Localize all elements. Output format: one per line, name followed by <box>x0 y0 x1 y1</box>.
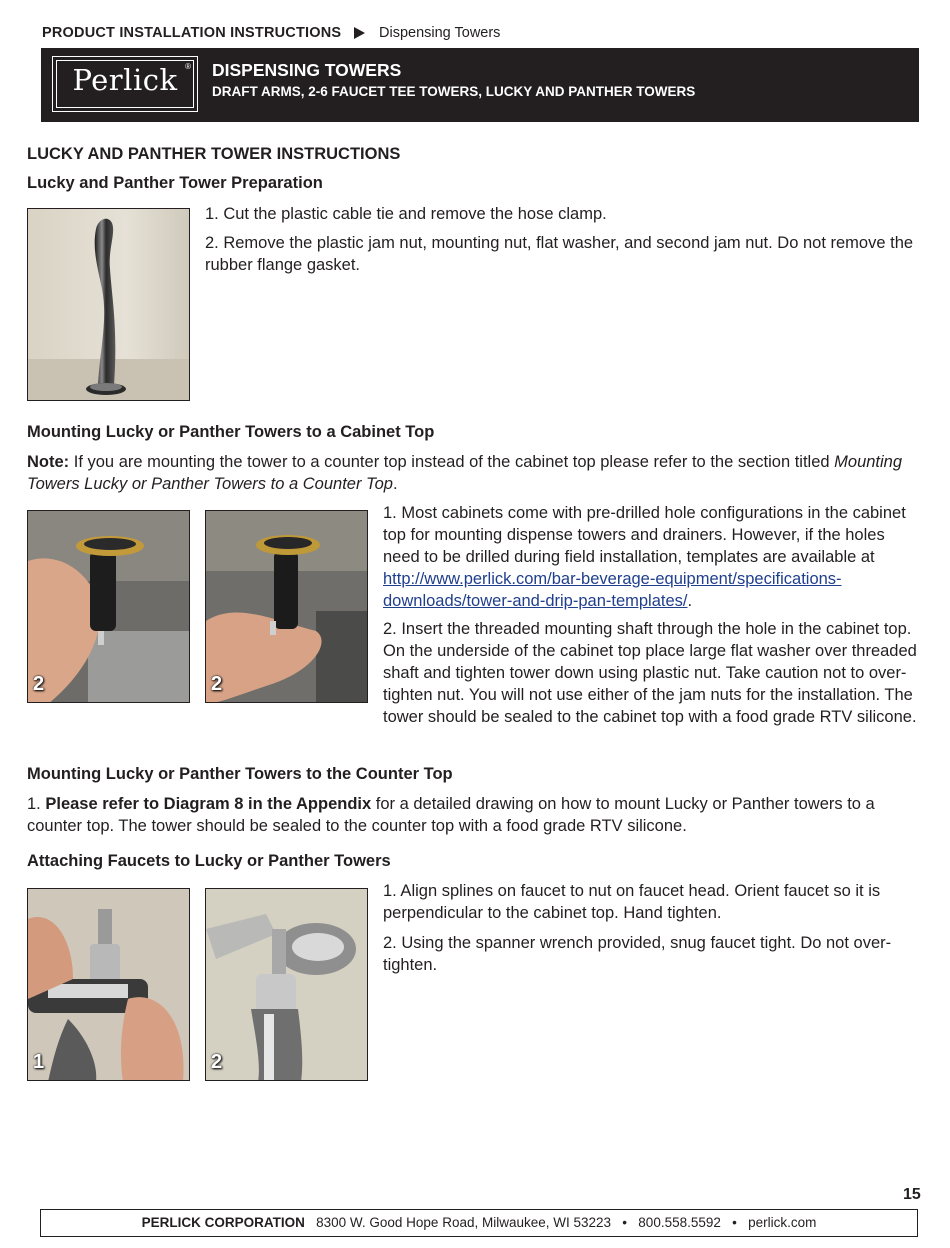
registered-mark: ® <box>185 62 191 71</box>
title-banner <box>41 48 919 122</box>
breadcrumb-arrow-icon <box>354 27 365 39</box>
note-italic-ref: Mounting Towers Lucky or Panther Towers to a Counter Top <box>27 453 903 493</box>
cabinet-step-1-end: . <box>687 592 693 610</box>
cabinet-heading: Mounting Lucky or Panther Towers to a Cabinet Top <box>27 423 435 441</box>
note-text: If you are mounting the tower to a counter top instead of the cabinet top please refer to the section titled <box>69 453 835 471</box>
breadcrumb-main: PRODUCT INSTALLATION INSTRUCTIONS <box>42 25 342 41</box>
cabinet-step-1 <box>383 502 917 612</box>
photo-step-number: 1 <box>33 1051 45 1073</box>
perlick-logo <box>52 56 198 112</box>
document-title: DISPENSING TOWERS <box>212 60 402 80</box>
faucet-photo-2 <box>205 888 368 1081</box>
footer-website[interactable]: perlick.com <box>748 1215 817 1230</box>
note-label: Note: <box>27 453 70 471</box>
prep-step-1: 1. Cut the plastic cable tie and remove the hose clamp. <box>205 205 607 223</box>
mounting-image-2 <box>206 511 368 703</box>
mounting-photo-2 <box>205 510 368 703</box>
photo-step-number: 2 <box>33 673 45 695</box>
note-end: . <box>392 475 398 493</box>
faucets-heading: Attaching Faucets to Lucky or Panther Towers <box>27 852 391 870</box>
diagram-reference: Please refer to Diagram 8 in the Appendix <box>45 795 372 813</box>
footer-separator: • <box>732 1215 737 1230</box>
photo-step-number: 2 <box>211 673 223 695</box>
cabinet-note <box>27 451 917 495</box>
prep-heading: Lucky and Panther Tower Preparation <box>27 174 323 192</box>
document-subtitle: DRAFT ARMS, 2-6 FAUCET TEE TOWERS, LUCKY AND PANTHER TOWERS <box>212 84 696 99</box>
prep-step-2: 2. Remove the plastic jam nut, mounting nut, flat washer, and second jam nut. Do not remove the rubber flange gasket. <box>205 234 914 274</box>
footer <box>40 1209 918 1237</box>
footer-separator: • <box>622 1215 628 1230</box>
breadcrumb-sub: Dispensing Towers <box>379 25 501 41</box>
logo-text: Perlick <box>72 63 178 97</box>
mounting-image-1 <box>28 511 190 703</box>
faucet-image-1 <box>28 889 190 1081</box>
counter-heading: Mounting Lucky or Panther Towers to the Counter Top <box>27 765 453 783</box>
tower-photo <box>27 208 190 401</box>
footer-phone: 800.558.5592 <box>638 1215 721 1230</box>
section-title: LUCKY AND PANTHER TOWER INSTRUCTIONS <box>27 145 401 163</box>
faucet-photo-1 <box>27 888 190 1081</box>
faucet-step-2: 2. Using the spanner wrench provided, snug faucet tight. Do not over-tighten. <box>383 934 892 974</box>
faucet-step-1: 1. Align splines on faucet to nut on faucet head. Orient faucet so it is perpendicular to the cabinet top. Hand tighten. <box>383 882 881 922</box>
tower-image <box>28 209 190 401</box>
photo-step-number: 2 <box>211 1051 223 1073</box>
counter-step-prefix: 1. <box>27 795 46 813</box>
page-number: 15 <box>903 1186 921 1203</box>
cabinet-step-1-text: 1. Most cabinets come with pre-drilled hole configurations in the cabinet top for mounting dispense towers and drainers. However, if the holes need to be drilled during field installation, templates are available at <box>383 504 906 566</box>
mounting-photo-1 <box>27 510 190 703</box>
counter-step-1 <box>27 793 917 837</box>
footer-address: 8300 W. Good Hope Road, Milwaukee, WI 53223 <box>316 1215 612 1230</box>
counter-step-text: for a detailed drawing on how to mount Lucky or Panther towers to a counter top. The tower should be sealed to the counter top with a food grade RTV silicone. <box>27 795 875 835</box>
templates-link[interactable]: http://www.perlick.com/bar-beverage-equipment/specifications-downloads/tower-and-drip-pan-templates/ <box>383 570 842 610</box>
faucet-image-2 <box>206 889 368 1081</box>
footer-company: PERLICK CORPORATION <box>141 1215 305 1230</box>
cabinet-step-2: 2. Insert the threaded mounting shaft through the hole in the cabinet top. On the underside of the cabinet top place large flat washer over threaded shaft and tighten tower down using plastic nut. Take caution not to over-tighten nut. You will not use either of the jam nuts for the installation. The tower should be sealed to the cabinet top with a food grade RTV silicone. <box>383 620 917 726</box>
